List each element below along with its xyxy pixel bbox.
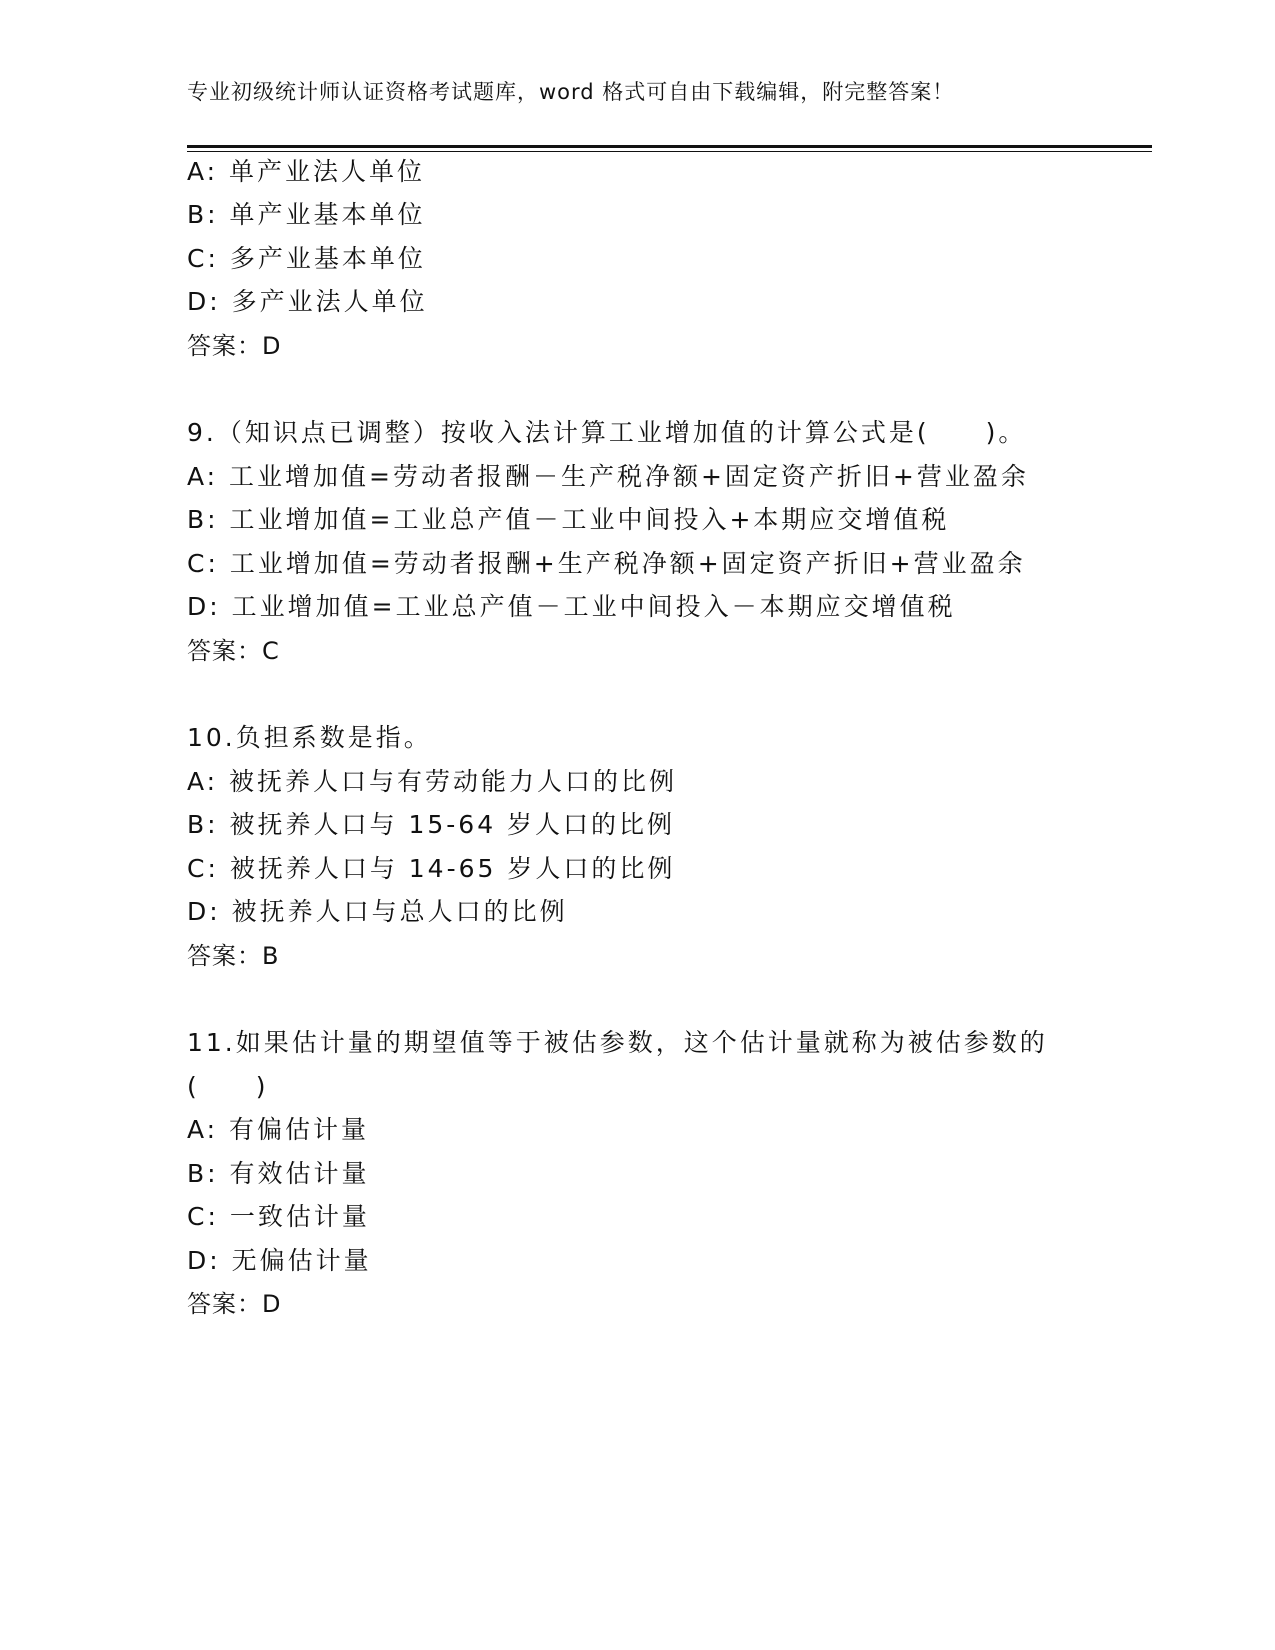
option-b: B: 被抚养人口与 15-64 岁人口的比例 <box>187 810 676 839</box>
option-d: D: 无偏估计量 <box>187 1246 372 1275</box>
answer: 答案：D <box>187 332 282 360</box>
option-d: D: 被抚养人口与总人口的比例 <box>187 897 568 926</box>
question-9: 9.（知识点已调整）按收入法计算工业增加值的计算公式是( )。 <box>187 418 1027 447</box>
answer: 答案：B <box>187 942 280 970</box>
option-a: A: 单产业法人单位 <box>187 157 426 186</box>
question-11-blank: ( ) <box>187 1072 269 1101</box>
option-a: A: 被抚养人口与有劳动能力人口的比例 <box>187 767 678 796</box>
option-b: B: 有效估计量 <box>187 1159 370 1188</box>
option-a: A: 工业增加值=劳动者报酬－生产税净额+固定资产折旧+营业盈余 <box>187 462 1029 491</box>
option-d: D: 多产业法人单位 <box>187 287 428 316</box>
option-b: B: 单产业基本单位 <box>187 200 426 229</box>
option-b: B: 工业增加值=工业总产值－工业中间投入+本期应交增值税 <box>187 505 950 534</box>
header-divider <box>187 145 1152 148</box>
page-header: 专业初级统计师认证资格考试题库，word 格式可自由下载编辑，附完整答案！ <box>187 80 955 104</box>
header-divider-thin <box>187 151 1152 152</box>
question-10: 10.负担系数是指。 <box>187 723 432 752</box>
option-c: C: 一致估计量 <box>187 1202 370 1231</box>
answer: 答案：C <box>187 637 280 665</box>
option-a: A: 有偏估计量 <box>187 1115 370 1144</box>
option-d: D: 工业增加值=工业总产值－工业中间投入－本期应交增值税 <box>187 592 956 621</box>
question-11: 11.如果估计量的期望值等于被估参数，这个估计量就称为被估参数的 <box>187 1028 1048 1057</box>
option-c: C: 多产业基本单位 <box>187 244 426 273</box>
option-c: C: 工业增加值=劳动者报酬+生产税净额+固定资产折旧+营业盈余 <box>187 549 1026 578</box>
answer: 答案：D <box>187 1290 282 1318</box>
option-c: C: 被抚养人口与 14-65 岁人口的比例 <box>187 854 676 883</box>
